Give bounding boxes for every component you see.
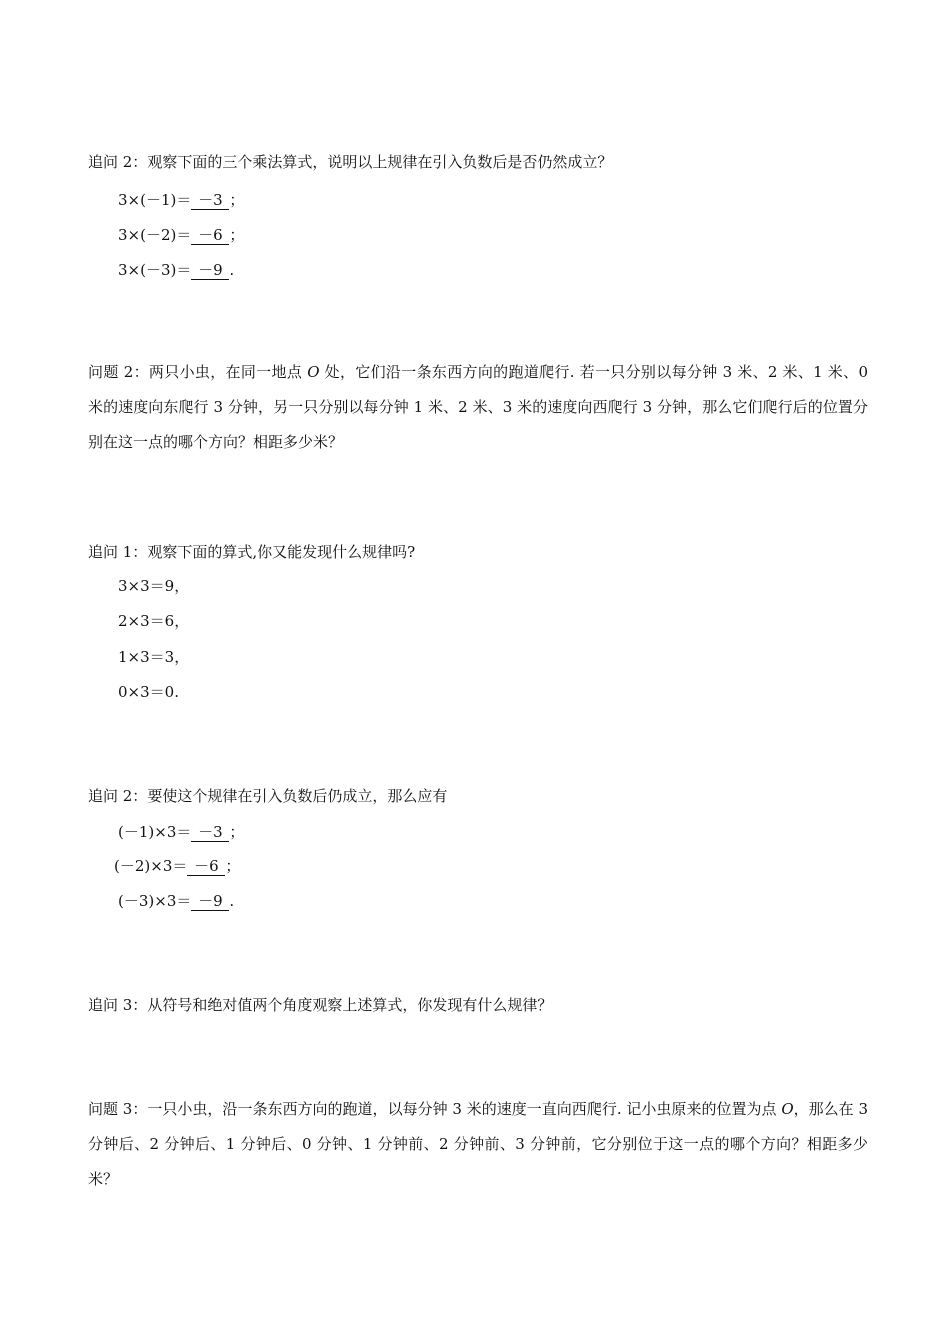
point-label: O (781, 1100, 794, 1118)
equation-end: ； (229, 823, 245, 841)
followup-2b-label: 追问 2： (88, 787, 148, 805)
equation-answer: －9 (191, 262, 229, 280)
equation-answer: －6 (191, 227, 229, 245)
equation-row (118, 822, 244, 842)
equation-answer: －9 (191, 893, 229, 911)
followup-1-text: 观察下面的算式,你又能发现什么规律吗? (147, 543, 416, 561)
followup-1-question (88, 542, 415, 562)
followup-2b-question (88, 786, 447, 806)
equation-row (118, 225, 244, 245)
followup-3-question (88, 995, 552, 1015)
equation-row (118, 260, 234, 280)
equation-expr: (－1)×3＝ (118, 823, 192, 841)
equation-row: 1×3＝3， (118, 648, 190, 666)
followup-3-label: 追问 3： (88, 996, 148, 1014)
followup-2-text: 观察下面的三个乘法算式，说明以上规律在引入负数后是否仍然成立？ (147, 153, 613, 171)
followup-2b-text: 要使这个规律在引入负数后仍成立，那么应有 (147, 787, 448, 805)
problem-2-text: 处，它们沿一条东西方向的跑道爬行. 若一只分别以每分钟 3 米、2 米、1 米、0 米的速度向东爬行 3 分钟，另一只分别以每分钟 1 米、2 米、3 米的速度向西爬行 3 分钟，那么它们爬行后的位置分别在这一点的哪个方向？相距多少米？ (88, 363, 868, 451)
equation-answer: －3 (191, 824, 229, 842)
problem-3-text: 一只小虫，沿一条东西方向的跑道，以每分钟 3 米的速度一直向西爬行. 记小虫原来的位置为点 (147, 1100, 782, 1118)
equation-row (118, 190, 244, 210)
problem-2-text: 两只小虫，在同一地点 (148, 363, 308, 381)
equation-end: ； (225, 857, 241, 875)
equation-row (118, 891, 234, 911)
equation-expr: 3×(－2)＝ (118, 226, 192, 244)
equation-row: 0×3＝0. (118, 683, 179, 701)
equation-expr: (－2)×3＝ (114, 857, 188, 875)
followup-2-question (88, 152, 612, 172)
equation-end: . (229, 261, 235, 279)
equation-end: ； (229, 191, 245, 209)
equation-answer: －3 (191, 192, 229, 210)
problem-3 (88, 1092, 868, 1197)
equation-row: 2×3＝6， (118, 612, 190, 630)
equation-answer: －6 (187, 858, 225, 876)
problem-2 (88, 355, 868, 460)
equation-end: . (229, 892, 235, 910)
equation-expr: 3×(－1)＝ (118, 191, 192, 209)
followup-2-label: 追问 2： (88, 153, 148, 171)
equation-expr: 3×(－3)＝ (118, 261, 192, 279)
followup-3-text: 从符号和绝对值两个角度观察上述算式，你发现有什么规律？ (147, 996, 553, 1014)
equation-end: ； (229, 226, 245, 244)
problem-3-text: ，那么在 3 分钟后、2 分钟后、1 分钟后、0 分钟、1 分钟前、2 分钟前、3 分钟前，它分别位于这一点的哪个方向？相距多少米？ (88, 1100, 869, 1188)
problem-3-label: 问题 3： (88, 1100, 148, 1118)
followup-1-label: 追问 1： (88, 543, 148, 561)
problem-2-label: 问题 2： (88, 363, 149, 381)
point-label: O (307, 363, 320, 381)
equation-row: 3×3＝9， (118, 577, 190, 595)
equation-expr: (－3)×3＝ (118, 892, 192, 910)
equation-row (114, 856, 240, 876)
